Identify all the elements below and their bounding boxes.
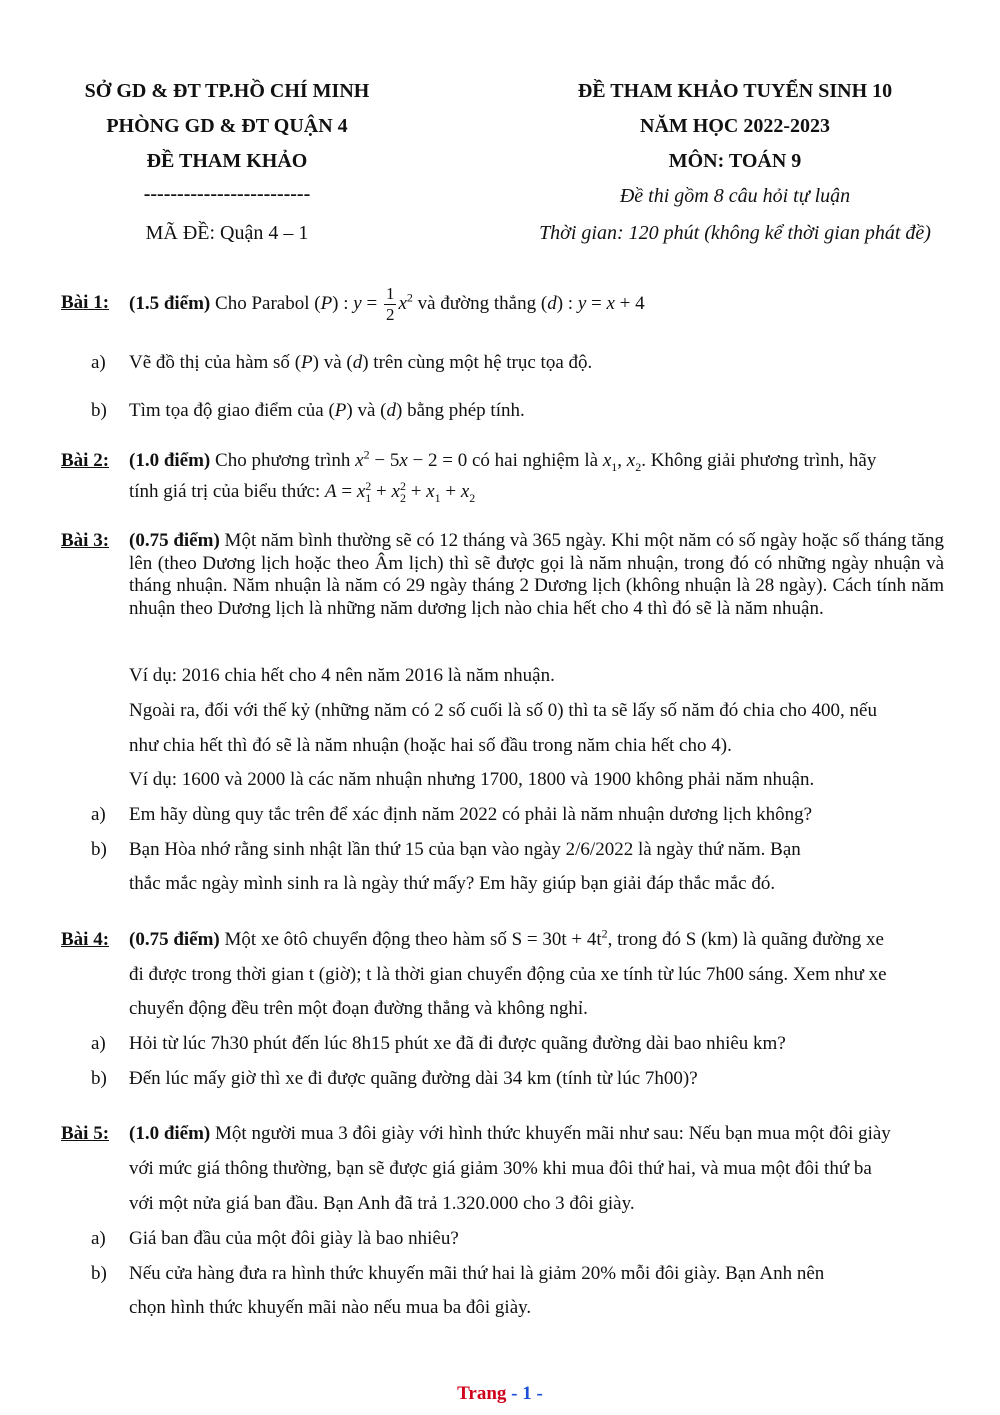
bai3-example2: Ví dụ: 1600 và 2000 là các năm nhuận nhưng 1700, 1800 và 1900 không phải năm nhuận. — [129, 769, 815, 790]
header-exam-code: MÃ ĐỀ: Quận 4 – 1 — [145, 222, 309, 244]
header-duration: Thời gian: 120 phút (không kể thời gian phát đề) — [539, 222, 931, 244]
bai4-label: Bài 4: — [61, 929, 110, 950]
header-subject: MÔN: TOÁN 9 — [668, 150, 802, 172]
header-school-year: NĂM HỌC 2022-2023 — [640, 115, 830, 137]
bai4-line1: (0.75 điểm) Một xe ôtô chuyển động theo hàm số $S = 30t + 4t^2$, trong đó S (km) là quãng đường xe — [129, 926, 884, 950]
bai4-points: (0.75 điểm) — [129, 929, 220, 950]
footer-sep: - — [506, 1383, 523, 1404]
bai3-b-text-line1: Bạn Hòa nhớ rằng sinh nhật lần thứ 15 của bạn vào ngày 2/6/2022 là ngày thứ năm. Bạn — [129, 839, 801, 860]
bai5-line1: (1.0 điểm) Một người mua 3 đôi giày với hình thức khuyến mãi như sau: Nếu bạn mua một đôi giày — [129, 1123, 891, 1144]
bai4-a-label: a) — [91, 1033, 106, 1054]
bai4-b-label: b) — [91, 1068, 107, 1089]
bai1-line-formula: (d) : y = x + 4 — [540, 293, 645, 314]
bai5-line2: với mức giá thông thường, bạn sẽ được giá giảm 30% khi mua đôi thứ hai, và mua một đôi thứ ba — [129, 1158, 872, 1179]
footer-page-number: 1 — [522, 1383, 532, 1404]
bai3-label: Bài 3: — [61, 530, 110, 551]
bai4-line2: đi được trong thời gian t (giờ); t là thời gian chuyển động của xe tính từ lúc 7h00 sáng. Xem như xe — [129, 964, 887, 985]
bai3-extra-line2: như chia hết thì đó sẽ là năm nhuận (hoặc hai số đầu trong năm chia hết cho 4). — [129, 735, 732, 756]
bai4-b-text: Đến lúc mấy giờ thì xe đi được quãng đường dài 34 km (tính từ lúc 7h00)? — [129, 1068, 698, 1089]
bai1-parabola-formula: (P) : y = $\frac{1}{2}$ $x^2$ — [314, 284, 413, 325]
footer-page-word: Trang — [457, 1383, 507, 1404]
bai1-and-line: và đường thẳng — [417, 293, 537, 314]
bai1-a-label: a) — [91, 352, 106, 373]
page-footer — [0, 1383, 1000, 1405]
bai3-points: (0.75 điểm) — [129, 530, 220, 551]
bai3-b-label: b) — [91, 839, 107, 860]
bai1-a-text: Vẽ đồ thị của hàm số (P) và (d) trên cùng một hệ trục tọa độ. — [129, 352, 593, 373]
bai5-points: (1.0 điểm) — [129, 1123, 211, 1144]
bai5-a-text: Giá ban đầu của một đôi giày là bao nhiêu? — [129, 1228, 459, 1249]
bai2-label: Bài 2: — [61, 450, 110, 471]
header-exam-title: ĐỀ THAM KHẢO TUYỂN SINH 10 — [577, 80, 893, 102]
bai4-a-text: Hỏi từ lúc 7h30 phút đến lúc 8h15 phút xe đã đi được quãng đường dài bao nhiêu km? — [129, 1033, 786, 1054]
footer-sep-end: - — [531, 1383, 543, 1404]
bai1-intro: Cho Parabol — [215, 293, 310, 314]
bai1-b-text: Tìm tọa độ giao điểm của (P) và (d) bằng phép tính. — [129, 400, 525, 421]
header-exam-type: ĐỀ THAM KHẢO — [146, 150, 308, 172]
header-district-dept: PHÒNG GD & ĐT QUẬN 4 — [106, 115, 348, 137]
header-divider: ------------------------- — [143, 183, 311, 205]
bai2-roots: $x_1$, $x_2$ — [602, 450, 642, 474]
bai2-line1: (1.0 điểm) Cho phương trình $x^2 - 5x - 2 = 0$ có hai nghiệm là $x_1$, $x_2$. Không giải phương trình, hãy — [129, 447, 877, 474]
bai2-equation: $x^2 - 5x - 2 = 0$ — [355, 447, 468, 471]
bai2-line2: tính giá trị của biểu thức: $A = x_1^2 + x_2^2 + x_1 + x_2$ — [129, 478, 476, 505]
bai3-extra-line1: Ngoài ra, đối với thế kỷ (những năm có 2 số cuối là số 0) thì ta sẽ lấy số năm đó chia cho 400, nếu — [129, 700, 877, 721]
bai5-line3: với một nửa giá ban đầu. Bạn Anh đã trả 1.320.000 cho 3 đôi giày. — [129, 1193, 635, 1214]
header-question-count: Đề thi gồm 8 câu hỏi tự luận — [619, 185, 851, 207]
bai1-statement — [129, 280, 645, 328]
bai2-points: (1.0 điểm) — [129, 450, 211, 471]
bai5-b-label: b) — [91, 1263, 107, 1284]
bai5-a-label: a) — [91, 1228, 106, 1249]
bai1-label: Bài 1: — [61, 292, 110, 313]
bai2-expression: $A = x_1^2 + x_2^2 + x_1 + x_2$ — [325, 478, 476, 505]
bai3-a-label: a) — [91, 804, 106, 825]
bai3-paragraph: (0.75 điểm) Một năm bình thường sẽ có 12 tháng và 365 ngày. Khi một năm có số ngày hoặc số tháng tăng lên (theo Dương lịch hoặc theo Âm lịch) thì sẽ được gọi là năm nhuận, trong đó có những ngày nhuận và tháng nhuận. Năm nhuận là năm có 29 ngày tháng 2 Dương lịch (không nhuận là 28 ngày). Cách tính năm nhuận theo Dương lịch là những năm dương lịch nào chia hết cho 4 thì đó sẽ là năm nhuận. — [129, 530, 945, 619]
bai3-example1: Ví dụ: 2016 chia hết cho 4 nên năm 2016 là năm nhuận. — [129, 665, 555, 686]
bai1-b-label: b) — [91, 400, 107, 421]
bai3-a-text: Em hãy dùng quy tắc trên để xác định năm 2022 có phải là năm nhuận dương lịch không? — [129, 804, 813, 825]
bai5-b-text-line1: Nếu cửa hàng đưa ra hình thức khuyến mãi thứ hai là giảm 20% mỗi đôi giày. Bạn Anh nên — [129, 1263, 825, 1284]
bai5-b-text-line2: chọn hình thức khuyến mãi nào nếu mua ba đôi giày. — [129, 1297, 532, 1318]
bai3-b-text-line2: thắc mắc ngày mình sinh ra là ngày thứ mấy? Em hãy giúp bạn giải đáp thắc mắc đó. — [129, 873, 776, 894]
bai4-line3: chuyển động đều trên một đoạn đường thẳng và không nghỉ. — [129, 998, 588, 1019]
header-school-dept: SỞ GD & ĐT TP.HỒ CHÍ MINH — [84, 80, 370, 102]
bai1-points: (1.5 điểm) — [129, 293, 211, 314]
bai5-label: Bài 5: — [61, 1123, 110, 1144]
